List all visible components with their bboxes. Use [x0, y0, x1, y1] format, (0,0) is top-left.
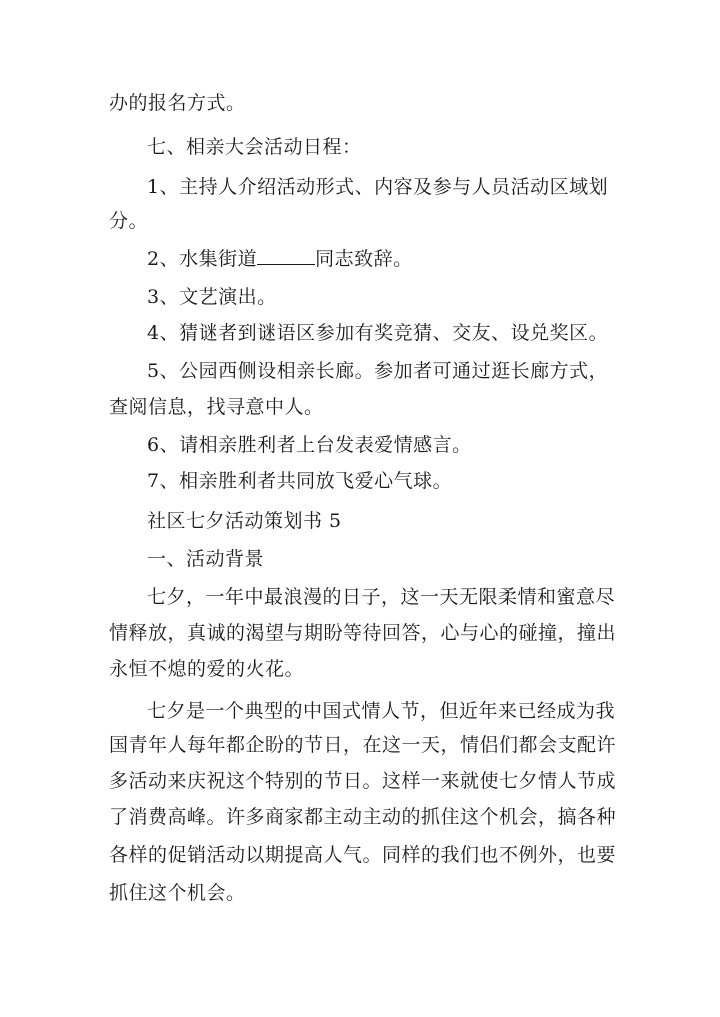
- section-heading: 七、相亲大会活动日程：: [147, 136, 362, 158]
- text-line: 7、相亲胜利者共同放飞爱心气球。: [147, 470, 453, 492]
- text-line: 永恒不熄的爱的火花。: [109, 658, 305, 680]
- text-line: 国青年人每年都企盼的节日，在这一天，情侣们都会支配许: [109, 734, 617, 756]
- document-title: 社区七夕活动策划书 5: [147, 510, 342, 532]
- text-line: 七夕是一个典型的中国式情人节，但近年来已经成为我: [147, 700, 616, 722]
- text-line: 查阅信息，找寻意中人。: [109, 396, 324, 418]
- text-line-with-blank: [147, 246, 653, 272]
- fill-in-blank: [257, 246, 315, 265]
- section-heading: 一、活动背景: [147, 548, 265, 570]
- text-line: 抓住这个机会。: [109, 882, 246, 904]
- text-line: 4、猜谜者到谜语区参加有奖竞猜、交友、设兑奖区。: [147, 322, 609, 344]
- text-line: 分。: [109, 210, 149, 232]
- text-line: 1、主持人介绍活动形式、内容及参与人员活动区域划: [147, 176, 609, 198]
- text-line: 3、文艺演出。: [147, 286, 277, 308]
- text-segment: 同志致辞。: [315, 248, 413, 270]
- text-line: 七夕，一年中最浪漫的日子，这一天无限柔情和蜜意尽: [147, 586, 616, 608]
- text-line: 办的报名方式。: [109, 92, 246, 114]
- text-line: 5、公园西侧设相亲长廊。参加者可通过逛长廊方式，: [147, 360, 609, 382]
- text-segment: 2、水集街道: [147, 248, 258, 270]
- text-line: 多活动来庆祝这个特别的节日。这样一来就使七夕情人节成: [109, 770, 617, 792]
- text-line: 各样的促销活动以期提高人气。同样的我们也不例外，也要: [109, 844, 617, 866]
- text-line: 了消费高峰。许多商家都主动主动的抓住这个机会，搞各种: [109, 806, 617, 828]
- text-line: 情释放，真诚的渴望与期盼等待回答，心与心的碰撞，撞出: [109, 622, 617, 644]
- text-line: 6、请相亲胜利者上台发表爱情感言。: [147, 434, 472, 456]
